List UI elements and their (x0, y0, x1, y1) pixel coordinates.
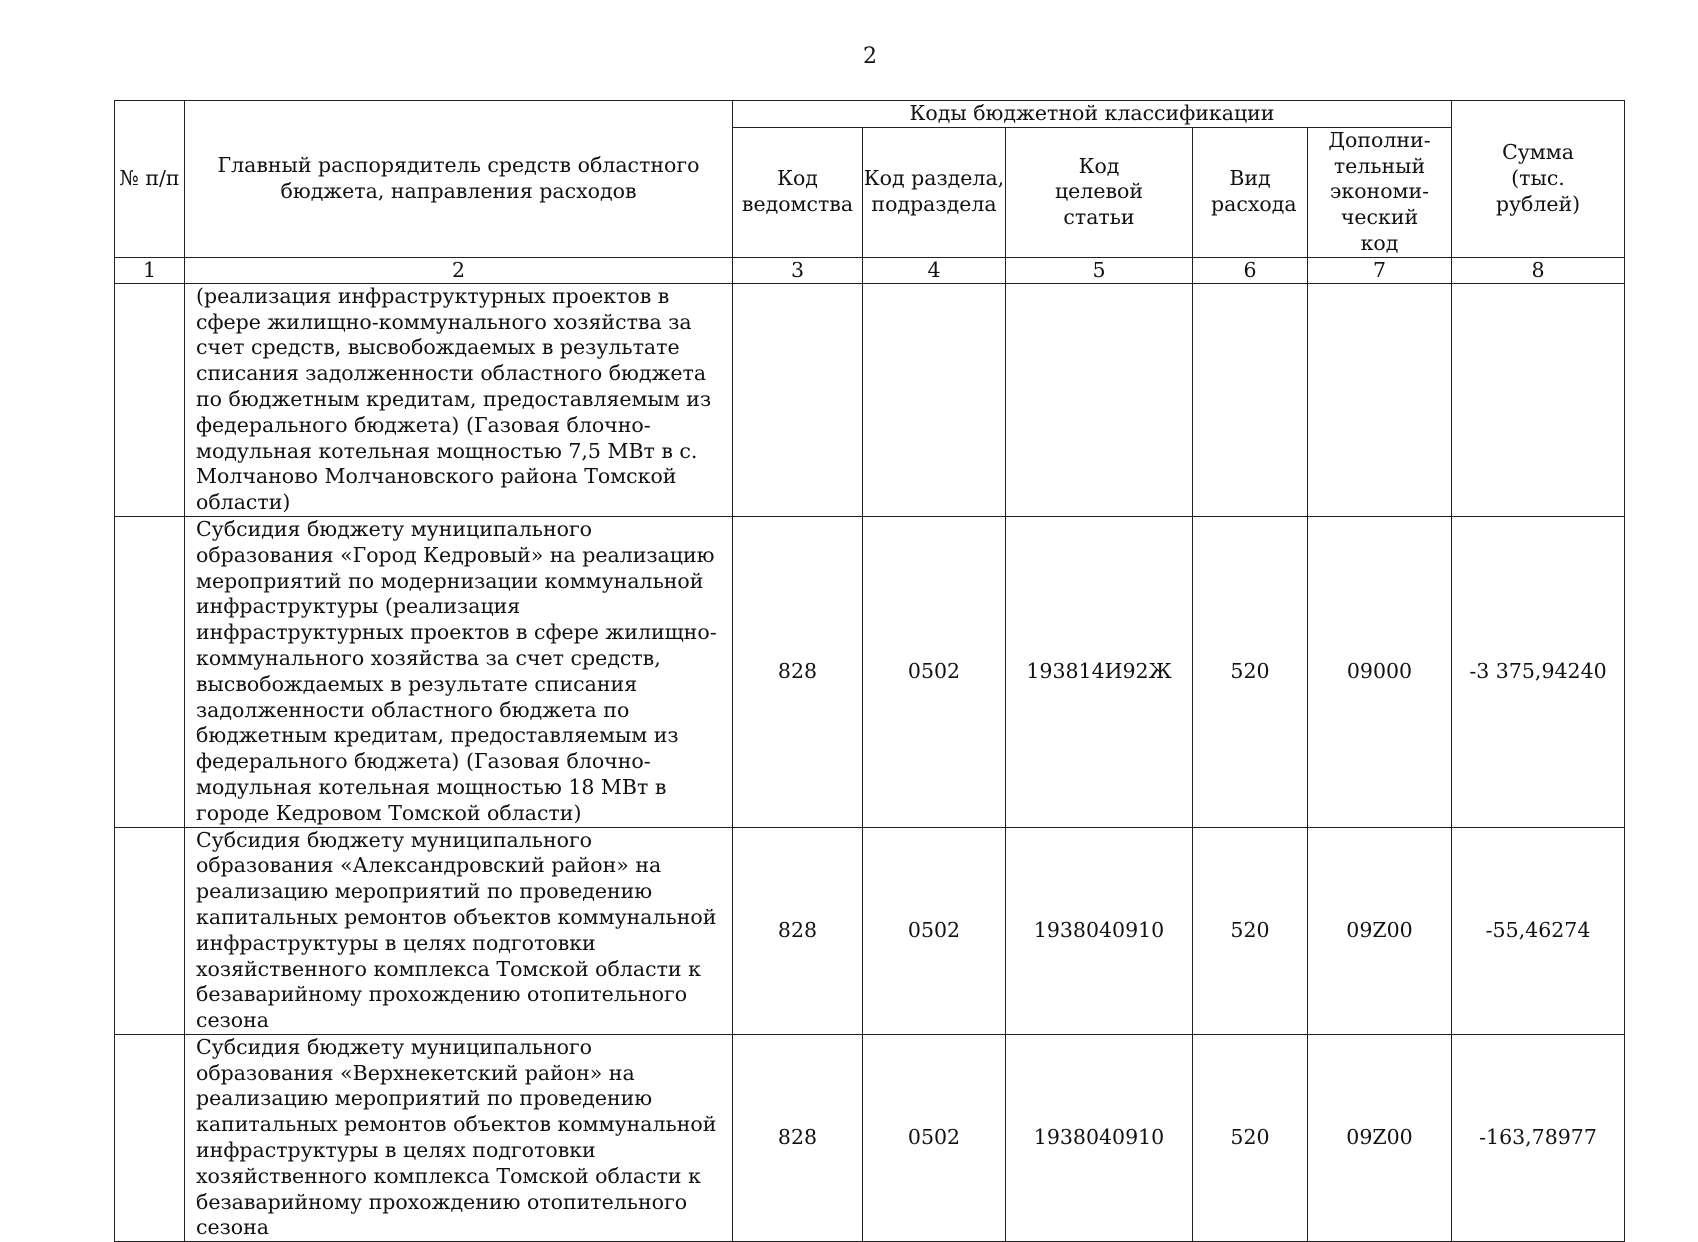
row-num-cell (115, 1034, 185, 1241)
row-num-cell (115, 827, 185, 1034)
table-row (115, 1034, 1625, 1241)
row-sum: -3 375,94240 (1452, 516, 1625, 827)
column-number: 7 (1308, 257, 1452, 283)
row-expense-type: 520 (1193, 827, 1308, 1034)
row-dept-code: 828 (733, 1034, 863, 1241)
header-classification-group: Коды бюджетной классификации (733, 101, 1452, 128)
row-section-code: 0502 (863, 827, 1006, 1034)
row-description: Субсидия бюджету муниципального образования «Александровский район» на реализацию мероприятий по проведению капитальных ремонтов объектов коммунальной инфраструктуры в целях подготовки хозяйственного комплекса Томской области к безаварийному прохождению отопительного сезона (185, 827, 733, 1034)
column-number: 5 (1006, 257, 1193, 283)
column-number: 8 (1452, 257, 1625, 283)
column-number: 1 (115, 257, 185, 283)
table-row (115, 827, 1625, 1034)
header-section-code: Код раздела, подраздела (863, 127, 1006, 257)
row-num-cell (115, 516, 185, 827)
row-econ-code (1308, 283, 1452, 516)
header-sum: Сумма (тыс. рублей) (1452, 101, 1625, 258)
table-row (115, 516, 1625, 827)
row-dept-code: 828 (733, 516, 863, 827)
row-num-cell (115, 283, 185, 516)
row-target-code: 1938040910 (1006, 1034, 1193, 1241)
column-number: 2 (185, 257, 733, 283)
column-number: 4 (863, 257, 1006, 283)
row-description: Субсидия бюджету муниципального образования «Верхнекетский район» на реализацию мероприятий по проведению капитальных ремонтов объектов коммунальной инфраструктуры в целях подготовки хозяйственного комплекса Томской области к безаварийному прохождению отопительного сезона (185, 1034, 733, 1241)
header-dept-code: Код ведомства (733, 127, 863, 257)
row-expense-type (1193, 283, 1308, 516)
row-target-code (1006, 283, 1193, 516)
row-sum (1452, 283, 1625, 516)
header-target-code: Код целевой статьи (1006, 127, 1193, 257)
row-dept-code: 828 (733, 827, 863, 1034)
budget-table (114, 100, 1625, 1242)
row-econ-code: 09Z00 (1308, 827, 1452, 1034)
header-expense-type: Вид расхода (1193, 127, 1308, 257)
row-expense-type: 520 (1193, 516, 1308, 827)
page-number: 2 (863, 44, 877, 69)
column-number: 3 (733, 257, 863, 283)
row-sum: -163,78977 (1452, 1034, 1625, 1241)
row-expense-type: 520 (1193, 1034, 1308, 1241)
row-dept-code (733, 283, 863, 516)
row-sum: -55,46274 (1452, 827, 1625, 1034)
table-row (115, 283, 1625, 516)
header-main: Главный распорядитель средств областного бюджета, направления расходов (185, 101, 733, 258)
column-number: 6 (1193, 257, 1308, 283)
row-econ-code: 09Z00 (1308, 1034, 1452, 1241)
row-econ-code: 09000 (1308, 516, 1452, 827)
row-description: Субсидия бюджету муниципального образования «Город Кедровый» на реализацию мероприятий по модернизации коммунальной инфраструктуры (реализация инфраструктурных проектов в сфере жилищно-коммунального хозяйства за счет средств, высвобождаемых в результате списания задолженности областного бюджета по бюджетным кредитам, предоставляемым из федерального бюджета) (Газовая блочно-модульная котельная мощностью 18 МВт в городе Кедровом Томской области) (185, 516, 733, 827)
row-description: (реализация инфраструктурных проектов в сфере жилищно-коммунального хозяйства за счет средств, высвобождаемых в результате списания задолженности областного бюджета по бюджетным кредитам, предоставляемым из федерального бюджета) (Газовая блочно-модульная котельная мощностью 7,5 МВт в с. Молчаново Молчановского района Томской области) (185, 283, 733, 516)
header-num: № п/п (115, 101, 185, 258)
row-section-code: 0502 (863, 1034, 1006, 1241)
row-target-code: 193814И92Ж (1006, 516, 1193, 827)
row-section-code (863, 283, 1006, 516)
row-target-code: 1938040910 (1006, 827, 1193, 1034)
header-econ-code: Дополни-тельный экономи-ческий код (1308, 127, 1452, 257)
row-section-code: 0502 (863, 516, 1006, 827)
